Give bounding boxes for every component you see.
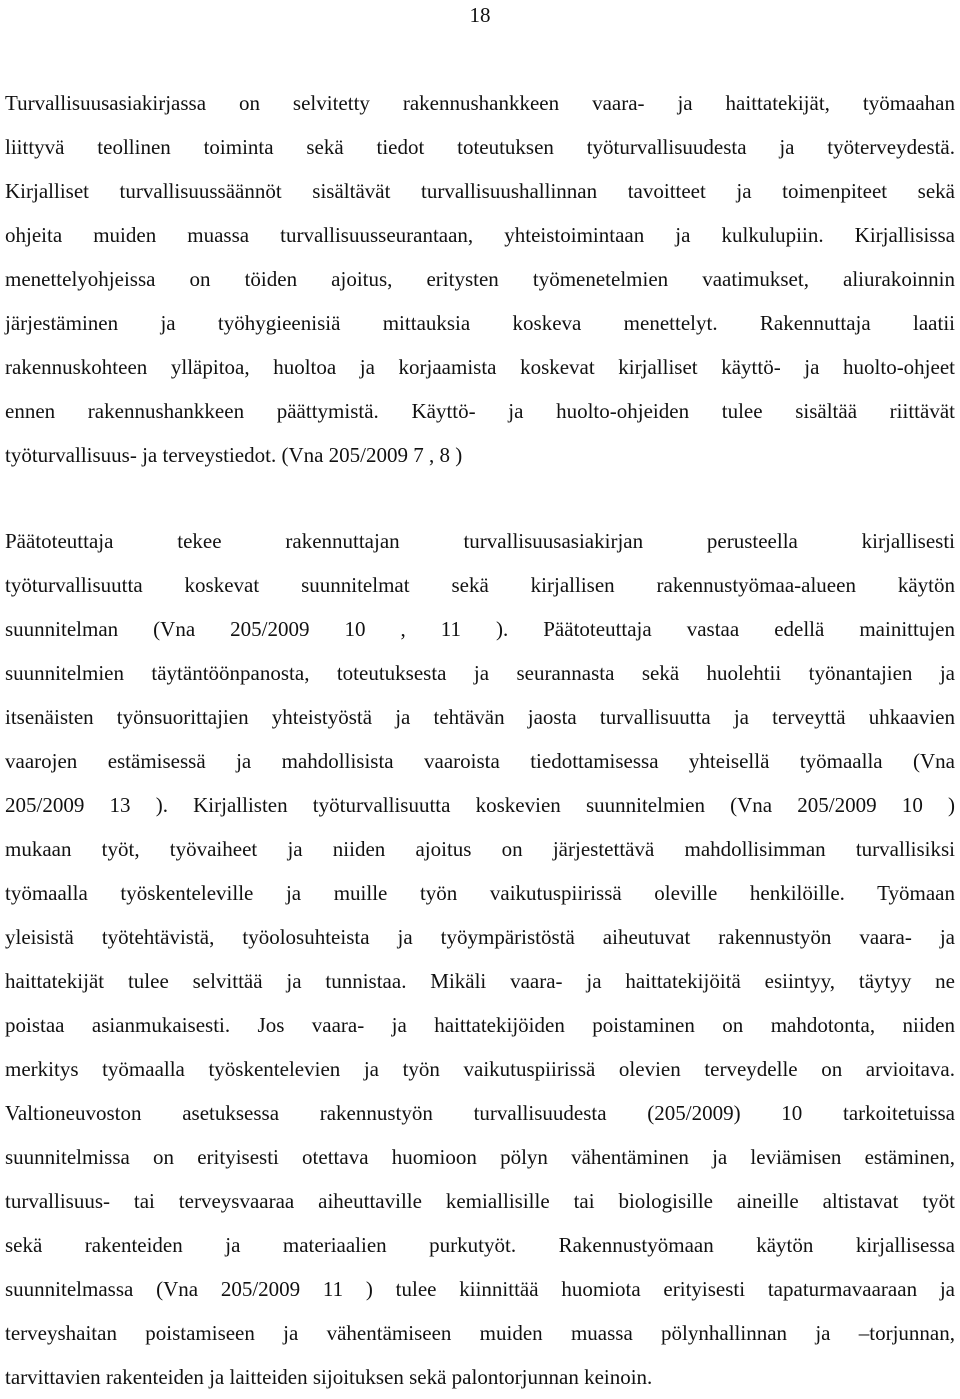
text-line: tarvittavien rakenteiden ja laitteiden sijoituksen sekä palontorjunnan keinoin. [5,1365,653,1389]
text-line: rakennuskohteen ylläpitoa, huoltoa ja korjaamista koskevat kirjalliset käyttö- ja huolto-ohjeet [5,355,955,379]
text-line: työturvallisuus- ja terveystiedot. (Vna 205/2009 7 , 8 ) [5,443,463,467]
text-line: järjestäminen ja työhygieenisiä mittauksia koskeva menettelyt. Rakennuttaja laatii [5,311,955,335]
text-line: suunnitelmissa on erityisesti otettava huomioon pölyn vähentäminen ja leviämisen estäminen, [5,1145,955,1169]
paragraph-2 [5,519,955,1399]
text-line: ohjeita muiden muassa turvallisuusseurantaan, yhteistoimintaan ja kulkulupiin. Kirjallisissa [5,223,955,247]
text-line: sekä rakenteiden ja materiaalien purkutyöt. Rakennustyömaan käytön kirjallisessa [5,1233,955,1257]
text-line: työmaalla työskenteleville ja muille työn vaikutuspiirissä oleville henkilöille. Työmaan [5,881,955,905]
text-line: 205/2009 13 ). Kirjallisten työturvallisuutta koskevien suunnitelmien (Vna 205/2009 10 ) [5,793,955,817]
text-line: suunnitelmien täytäntöönpanosta, toteutuksesta ja seurannasta sekä huolehtii työnantajien ja [5,661,955,685]
text-line: haittatekijät tulee selvittää ja tunnistaa. Mikäli vaara- ja haittatekijöitä esiintyy, täytyy ne [5,969,955,993]
text-line: menettelyohjeissa on töiden ajoitus, eritysten työmenetelmien vaatimukset, aliurakoinnin [5,267,955,291]
paragraph-1 [5,81,955,477]
text-line: poistaa asianmukaisesti. Jos vaara- ja haittatekijöiden poistaminen on mahdotonta, niiden [5,1013,955,1037]
text-line: yleisistä työtehtävistä, työolosuhteista ja työympäristöstä aiheutuvat rakennustyön vaara- ja [5,925,955,949]
text-line: Valtioneuvoston asetuksessa rakennustyön turvallisuudesta (205/2009) 10 tarkoitetuissa [5,1101,955,1125]
text-line: ennen rakennushankkeen päättymistä. Käyttö- ja huolto-ohjeiden tulee sisältää riittävät [5,399,955,423]
text-line: työturvallisuutta koskevat suunnitelmat sekä kirjallisen rakennustyömaa-alueen käytön [5,573,955,597]
text-line: Turvallisuusasiakirjassa on selvitetty rakennushankkeen vaara- ja haittatekijät, työmaahan [5,91,955,115]
text-line: liittyvä teollinen toiminta sekä tiedot toteutuksen työturvallisuudesta ja työterveydestä. [5,135,955,159]
text-line: merkitys työmaalla työskentelevien ja työn vaikutuspiirissä olevien terveydelle on arvioitava. [5,1057,955,1081]
text-line: Kirjalliset turvallisuussäännöt sisältävät turvallisuushallinnan tavoitteet ja toimenpiteet sekä [5,179,955,203]
text-line: mukaan työt, työvaiheet ja niiden ajoitus on järjestettävä mahdollisimman turvallisiksi [5,837,955,861]
text-line: suunnitelman (Vna 205/2009 10 , 11 ). Päätoteuttaja vastaa edellä mainittujen [5,617,955,641]
text-line: terveyshaitan poistamiseen ja vähentämiseen muiden muassa pölynhallinnan ja –torjunnan, [5,1321,955,1345]
page-number: 18 [469,3,491,27]
text-line: Päätoteuttaja tekee rakennuttajan turvallisuusasiakirjan perusteella kirjallisesti [5,529,955,553]
text-line: itsenäisten työnsuorittajien yhteistyöstä ja tehtävän jaosta turvallisuutta ja terveyttä uhkaavien [5,705,955,729]
text-line: vaarojen estämisessä ja mahdollisista vaaroista tiedottamisessa yhteisellä työmaalla (Vna [5,749,955,773]
text-line: suunnitelmassa (Vna 205/2009 11 ) tulee kiinnittää huomiota erityisesti tapaturmavaaraan ja [5,1277,955,1301]
text-line: turvallisuus- tai terveysvaaraa aiheuttaville kemiallisille tai biologisille aineille altistavat työt [5,1189,955,1213]
